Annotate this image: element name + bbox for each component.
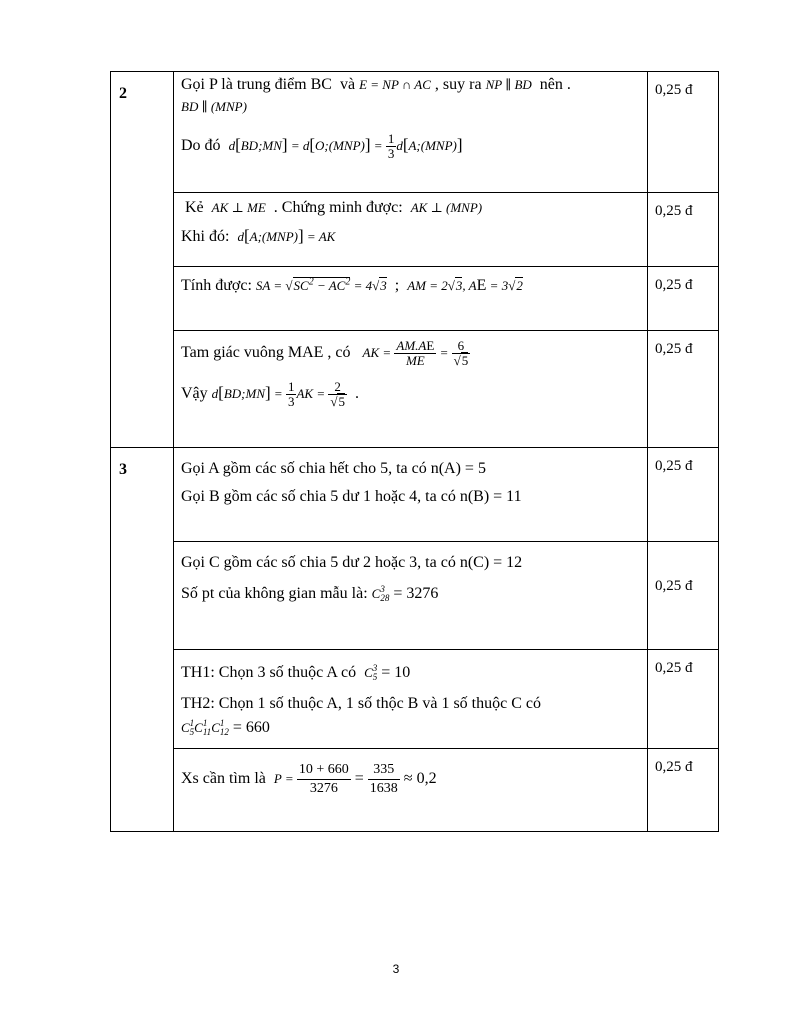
solution-line: Gọi P là trung điểm BC và E = NP ∩ AC , suy ra NP ∥ BD nên . <box>181 76 571 93</box>
table-row <box>111 749 719 832</box>
solution-line: BD ∥ (MNP) <box>181 99 247 114</box>
solution-cell <box>174 448 648 542</box>
solution-line: C 1 5 C 1 11 C 1 12 = 660 <box>181 718 270 738</box>
solution-line: Do đó d[BD;MN] = d[O;(MNP)] = $\frac{1}{3}$ d[A;(MNP)] <box>181 130 463 161</box>
score-cell: 0,25 đ <box>648 448 719 542</box>
solution-cell <box>174 193 648 267</box>
solution-line: TH2: Chọn 1 số thuộc A, 1 số thộc B và 1 số thuộc C có <box>181 695 541 712</box>
answer-table <box>110 71 719 832</box>
solution-line: Gọi C gồm các số chia 5 dư 2 hoặc 3, ta có n(C) = 12 <box>181 554 523 571</box>
table-row <box>111 650 719 749</box>
solution-line: Tính được: SA = $√SC^2 - AC^2 = 4√3$ ; AM = 2√3, AE = 3√2 <box>181 276 523 294</box>
solution-cell <box>174 542 648 650</box>
score-cell: 0,25 đ <box>648 72 719 193</box>
question-number: 2 <box>111 72 174 448</box>
solution-cell <box>174 267 648 331</box>
solution-line: Tam giác vuông MAE , có AK = $\frac{AM.AE}{ME}$ = $\frac{6}{√5}$ <box>181 337 469 368</box>
page-number: 3 <box>392 962 400 976</box>
question-number: 3 <box>111 448 174 832</box>
solution-cell <box>174 749 648 832</box>
score-cell: 0,25 đ <box>648 267 719 331</box>
solution-cell <box>174 650 648 749</box>
solution-line: TH1: Chọn 3 số thuộc A có C 3 5 = 10 <box>181 663 411 683</box>
score-cell: 0,25 đ <box>648 749 719 832</box>
solution-line: Xs cần tìm là P = $\frac{10 + 660}{3276}$ = $\frac{335}{1638}$ ≈ 0,2 <box>181 761 437 796</box>
solution-line: Gọi B gồm các số chia 5 dư 1 hoặc 4, ta có n(B) = 11 <box>181 488 522 505</box>
table-row <box>111 542 719 650</box>
solution-line: Vậy d[BD;MN] = $\frac{1}{3}$ AK = $\frac{2}{√5}$ . <box>181 378 359 409</box>
score-cell: 0,25 đ <box>648 542 719 650</box>
table-row <box>111 331 719 448</box>
solution-line: Kẻ AK ⊥ ME . Chứng minh được: AK ⊥ (MNP) <box>181 199 483 216</box>
solution-cell <box>174 331 648 448</box>
solution-line: Số pt của không gian mẫu là: C 3 28 = 3276 <box>181 584 439 604</box>
table-row <box>111 72 719 193</box>
table-row <box>111 193 719 267</box>
solution-line: Khi đó: d[A;(MNP)] = AK <box>181 226 336 245</box>
solution-cell <box>174 72 648 193</box>
score-cell: 0,25 đ <box>648 193 719 267</box>
score-cell: 0,25 đ <box>648 650 719 749</box>
solution-line: Gọi A gồm các số chia hết cho 5, ta có n(A) = 5 <box>181 460 486 477</box>
table-row <box>111 267 719 331</box>
table-row <box>111 448 719 542</box>
score-cell: 0,25 đ <box>648 331 719 448</box>
